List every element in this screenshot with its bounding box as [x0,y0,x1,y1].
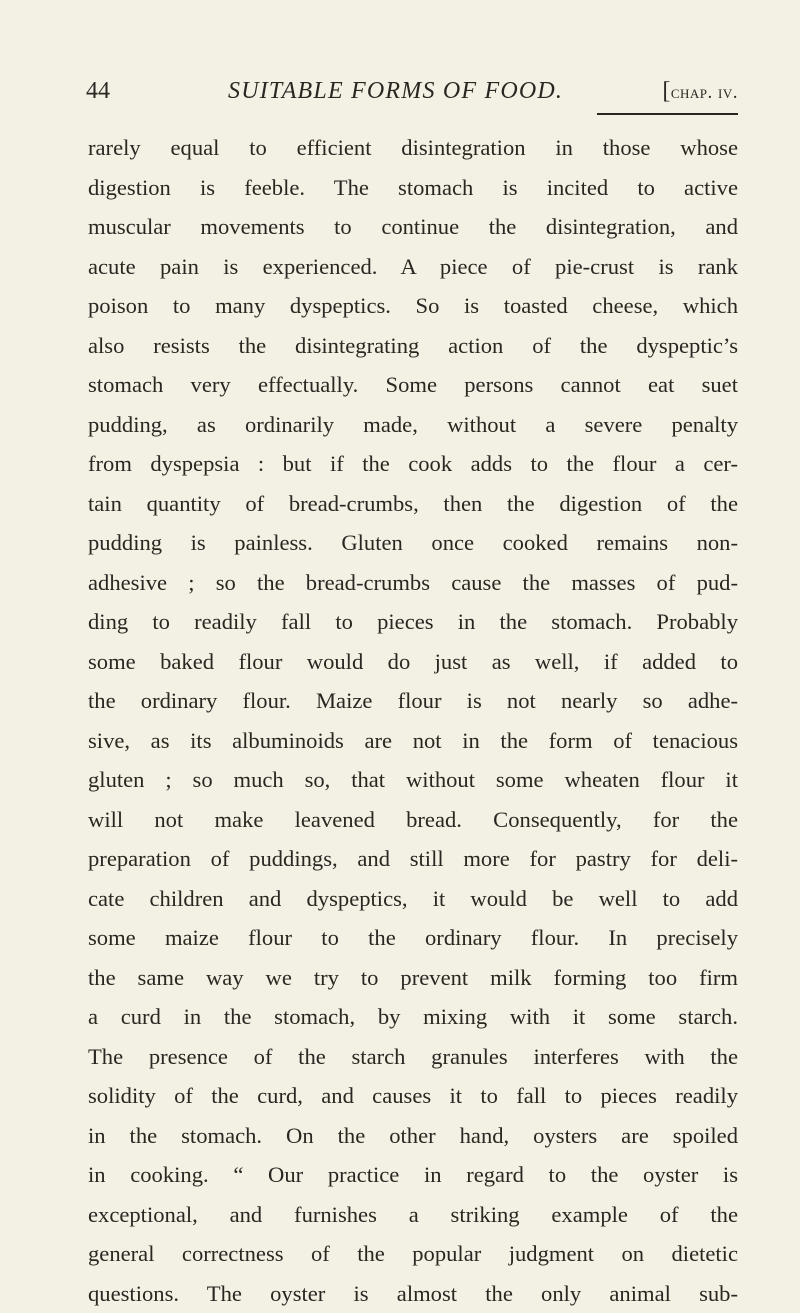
text-line: some maize flour to the ordinary flour. In precisely [88,918,738,958]
page-header [86,76,738,110]
text-line: solidity of the curd, and causes it to fall to pieces readily [88,1076,738,1116]
text-line: muscular movements to continue the disintegration, and [88,207,738,247]
text-line: pudding, as ordinarily made, without a severe penalty [88,405,738,445]
text-line: cate children and dyspeptics, it would be well to add [88,879,738,919]
text-line: pudding is painless. Gluten once cooked remains non- [88,523,738,563]
text-line: a curd in the stomach, by mixing with it some starch. [88,997,738,1037]
text-line: the ordinary flour. Maize flour is not nearly so adhe- [88,681,738,721]
text-line: in the stomach. On the other hand, oysters are spoiled [88,1116,738,1156]
text-line: the same way we try to prevent milk forming too firm [88,958,738,998]
text-line: digestion is feeble. The stomach is incited to active [88,168,738,208]
text-line: tain quantity of bread-crumbs, then the digestion of the [88,484,738,524]
body-text [88,128,738,1313]
text-line: some baked flour would do just as well, if added to [88,642,738,682]
text-line: in cooking. “ Our practice in regard to the oyster is [88,1155,738,1195]
running-title: SUITABLE FORMS OF FOOD. [228,76,563,106]
text-line: poison to many dyspeptics. So is toasted cheese, which [88,286,738,326]
text-line: will not make leavened bread. Consequently, for the [88,800,738,840]
page-number: 44 [86,76,110,106]
header-rule [597,113,738,115]
text-line: The presence of the starch granules interferes with the [88,1037,738,1077]
text-line: ding to readily fall to pieces in the stomach. Probably [88,602,738,642]
text-line: preparation of puddings, and still more for pastry for deli- [88,839,738,879]
text-line: questions. The oyster is almost the only animal sub- [88,1274,738,1313]
text-line: general correctness of the popular judgment on dietetic [88,1234,738,1274]
text-line: also resists the disintegrating action of the dyspeptic’s [88,326,738,366]
text-line: acute pain is experienced. A piece of pie-crust is rank [88,247,738,287]
text-line: rarely equal to efficient disintegration in those whose [88,128,738,168]
text-line: from dyspepsia : but if the cook adds to the flour a cer- [88,444,738,484]
text-line: gluten ; so much so, that without some wheaten flour it [88,760,738,800]
text-line: sive, as its albuminoids are not in the form of tenacious [88,721,738,761]
text-line: stomach very effectually. Some persons cannot eat suet [88,365,738,405]
chapter-reference [662,76,738,108]
text-line: adhesive ; so the bread-crumbs cause the masses of pud- [88,563,738,603]
chapter-label: chap. iv. [671,82,738,103]
text-line: exceptional, and furnishes a striking example of the [88,1195,738,1235]
chapter-bracket: [ [662,78,671,104]
